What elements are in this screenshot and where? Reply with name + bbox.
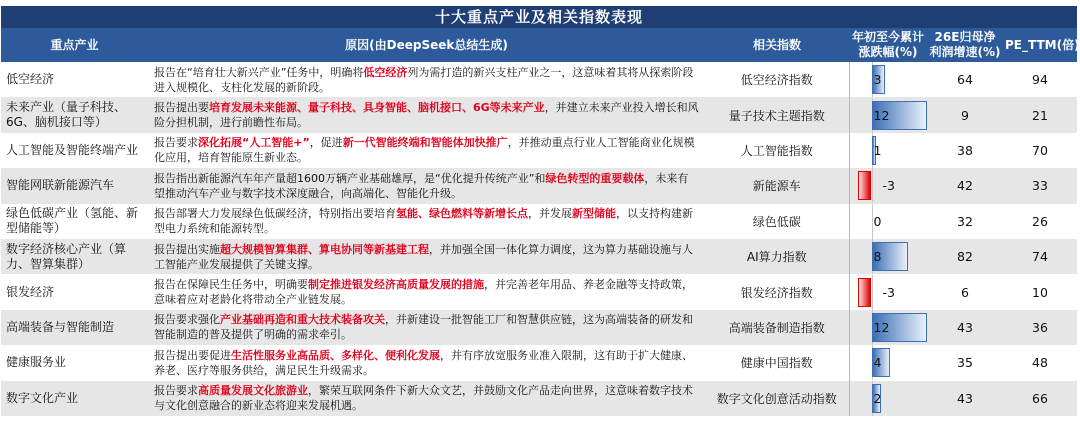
reason-text: 报告提出要 <box>154 101 209 115</box>
table-row <box>1 239 1077 274</box>
table-row <box>1 274 1077 309</box>
reason-highlight-text: 氢能、绿色燃料等新增长点 <box>396 207 528 221</box>
reason-text: 报告在保障民生任务中，明确要 <box>154 278 308 292</box>
ytd-change-value: 12 <box>873 107 890 123</box>
pe-ttm-cell: 74 <box>1003 239 1077 274</box>
reason-text: ，并推动重点行业人工智能商业化规模化应用，培育智能原生新业态。 <box>154 136 695 165</box>
profit-growth-cell: 43 <box>927 310 1003 345</box>
reason-text: ，繁荣互联网条件下新大众文艺，并鼓励文化产品走向世界，这意味着数字技术与文化创意融合的新业态将迎来发展机遇。 <box>154 384 693 413</box>
industry-cell: 银发经济 <box>6 284 55 299</box>
table-row <box>1 310 1077 345</box>
table-title: 十大重点产业及相关指数表现 <box>1 6 1077 28</box>
reason-text: 报告要求强化 <box>154 313 220 327</box>
profit-growth-cell: 42 <box>927 168 1003 203</box>
reason-highlight-text: 新型储能 <box>572 207 616 221</box>
index-name-cell: 新能源车 <box>705 168 849 203</box>
ytd-change-value: 1 <box>873 142 882 158</box>
reason-text: 报告指出新能源汽车年产量超1600万辆产业基础雄厚，是“优化提升传统产业”和 <box>154 171 546 185</box>
industry-cell: 高端装备与智能制造 <box>1 310 148 345</box>
reason-text: 报告提出实施 <box>154 242 220 256</box>
profit-growth-cell: 32 <box>957 213 973 229</box>
index-name-cell: 绿色低碳 <box>705 204 849 239</box>
ytd-change-cell <box>849 62 927 97</box>
reason-highlight-text: 深化拓展“人工智能+” <box>198 136 310 150</box>
ytd-change-bar <box>858 171 872 200</box>
profit-growth-cell: 35 <box>957 355 973 371</box>
header-row <box>1 28 1077 62</box>
ytd-change-cell <box>849 381 927 416</box>
reason-text: ，未来有望推动汽车产业与数字技术深度融合，向高端化、智能化升级。 <box>154 171 689 200</box>
industry-cell: 未来产业（量子科技、6G、脑机接口等） <box>1 97 148 132</box>
ytd-change-cell <box>849 310 927 345</box>
industry-cell: 智能网联新能源汽车 <box>1 168 148 203</box>
table-row <box>1 381 1077 416</box>
industry-index-table <box>1 28 1080 416</box>
reason-text: 列为需打造的新兴支柱产业之一，这意味着其将从探索阶段进入规模化、支柱化发展的新阶段。 <box>154 65 694 94</box>
header-index: 相关指数 <box>705 28 849 62</box>
reason-cell <box>148 239 705 274</box>
ytd-change-value: 0 <box>873 213 882 229</box>
reason-highlight-text: 制定推进银发经济高质量发展的措施 <box>308 278 484 292</box>
profit-growth-cell: 43 <box>927 381 1003 416</box>
industry-cell: 人工智能及智能终端产业 <box>6 142 139 157</box>
ytd-change-value: 8 <box>873 249 882 265</box>
reason-cell <box>148 274 705 309</box>
reason-text: ，并建立未来产业投入增长和风险分担机制，进行前瞻性布局。 <box>154 101 699 130</box>
index-name-cell: 低空经济指数 <box>705 62 849 97</box>
reason-cell <box>148 168 705 203</box>
profit-growth-cell: 64 <box>957 72 973 88</box>
pe-ttm-cell: 66 <box>1003 381 1077 416</box>
reason-text: ，促进 <box>309 136 343 150</box>
reason-highlight-text: 低空经济 <box>363 65 408 79</box>
header-ytd: 年初至今累计涨跌幅(%) <box>849 28 927 62</box>
ytd-change-value: -3 <box>882 178 895 194</box>
ytd-change-cell <box>849 239 927 274</box>
bar-zero-axis <box>872 168 873 203</box>
reason-cell <box>148 204 705 239</box>
reason-text: 报告要求 <box>154 384 198 398</box>
index-name-cell: 银发经济指数 <box>705 274 849 309</box>
profit-growth-cell: 38 <box>957 142 973 158</box>
ytd-change-cell <box>849 168 927 203</box>
table-row <box>1 345 1077 380</box>
ytd-change-value: 3 <box>873 72 882 88</box>
index-name-cell: 健康中国指数 <box>705 345 849 380</box>
reason-text: ，并完善老年用品、养老金融等支持政策，意味着应对老龄化将带动全产业链发展。 <box>154 278 693 307</box>
ytd-change-cell <box>849 97 927 132</box>
reason-text: 报告在“培育壮大新兴产业”任务中，明确将 <box>154 65 364 79</box>
reason-cell <box>148 133 705 168</box>
ytd-change-value: -3 <box>882 284 895 300</box>
profit-growth-cell: 6 <box>961 284 969 300</box>
reason-cell <box>148 97 705 132</box>
profit-growth-cell: 82 <box>927 239 1003 274</box>
index-name-cell: AI算力指数 <box>705 239 849 274</box>
industry-index-table-panel <box>1 6 1080 416</box>
reason-highlight-text: 绿色转型的重要载体 <box>545 171 645 185</box>
table-row <box>1 97 1077 132</box>
industry-cell: 数字经济核心产业（算力、智算集群） <box>1 239 148 274</box>
reason-text: ，并发展 <box>528 207 572 221</box>
reason-highlight-text: 生活性服务业高品质、多样化、便利化发展 <box>231 348 440 362</box>
bar-zero-axis <box>872 275 873 310</box>
pe-ttm-cell: 36 <box>1003 310 1077 345</box>
header-profit-growth: 26E归母净利润增速(%) <box>927 28 1003 62</box>
pe-ttm-cell: 48 <box>1032 355 1048 371</box>
reason-text: 报告部署大力发展绿色低碳经济，特别指出要培育 <box>154 207 396 221</box>
table-row <box>1 204 1077 239</box>
reason-text: ，以支持构建新型电力系统和能源转型。 <box>154 207 693 236</box>
ytd-change-cell <box>849 345 927 380</box>
pe-ttm-cell: 10 <box>1032 284 1048 300</box>
index-name-cell: 数字文化创意活动指数 <box>705 381 849 416</box>
ytd-change-value: 2 <box>873 390 882 406</box>
ytd-change-value: 12 <box>873 319 890 335</box>
industry-cell: 健康服务业 <box>6 355 67 370</box>
header-industry: 重点产业 <box>1 28 148 62</box>
table-row <box>1 133 1077 168</box>
pe-ttm-cell: 33 <box>1003 168 1077 203</box>
industry-cell: 绿色低碳产业（氢能、新型储能等） <box>6 206 139 236</box>
ytd-change-value: 4 <box>873 355 882 371</box>
pe-ttm-cell: 94 <box>1032 72 1048 88</box>
pe-ttm-cell: 70 <box>1032 142 1048 158</box>
reason-cell <box>148 310 705 345</box>
index-name-cell: 高端装备制造指数 <box>705 310 849 345</box>
reason-highlight-text: 高质量发展文化旅游业 <box>198 384 308 398</box>
reason-text: 报告要求 <box>154 136 198 150</box>
table-row <box>1 62 1077 97</box>
index-name-cell: 量子技术主题指数 <box>705 97 849 132</box>
ytd-change-bar <box>858 278 872 307</box>
industry-cell: 数字文化产业 <box>1 381 148 416</box>
reason-cell <box>148 345 705 380</box>
pe-ttm-cell: 26 <box>1032 213 1048 229</box>
reason-text: 报告提出要促进 <box>154 348 231 362</box>
profit-growth-cell: 9 <box>927 97 1003 132</box>
table-body <box>1 62 1077 416</box>
reason-text: ，并有序放宽服务业准入限制，这有助于扩大健康、养老、医疗等服务供给，满足民生升级需求。 <box>154 348 693 377</box>
industry-cell: 低空经济 <box>6 72 55 87</box>
pe-ttm-cell: 21 <box>1003 97 1077 132</box>
reason-highlight-text: 产业基础再造和重大技术装备攻关 <box>220 313 385 327</box>
reason-highlight-text: 超大规模智算集群、算电协同等新基建工程 <box>220 242 429 256</box>
reason-highlight-text: 培育发展未来能源、量子科技、具身智能、脑机接口、6G等未来产业 <box>209 101 545 115</box>
reason-text: ，并新建设一批智能工厂和智慧供应链，这为高端装备的研发和智能制造的普及提供了明确的需求牵引。 <box>154 313 693 342</box>
index-name-cell: 人工智能指数 <box>705 133 849 168</box>
ytd-change-cell <box>849 204 927 239</box>
bar-zero-axis <box>872 204 873 239</box>
reason-cell <box>148 381 705 416</box>
ytd-change-cell <box>849 133 927 168</box>
header-pe-ttm: PE_TTM(倍) <box>1003 28 1077 62</box>
reason-highlight-text: 新一代智能终端和智能体加快推广 <box>342 136 508 150</box>
reason-cell <box>148 62 705 97</box>
table-row <box>1 168 1077 203</box>
header-reason: 原因(由DeepSeek总结生成) <box>148 28 705 62</box>
reason-text: ，并加强全国一体化算力调度，这为算力基础设施与人工智能产业发展提供了关键支撑。 <box>154 242 693 271</box>
ytd-change-cell <box>849 274 927 309</box>
